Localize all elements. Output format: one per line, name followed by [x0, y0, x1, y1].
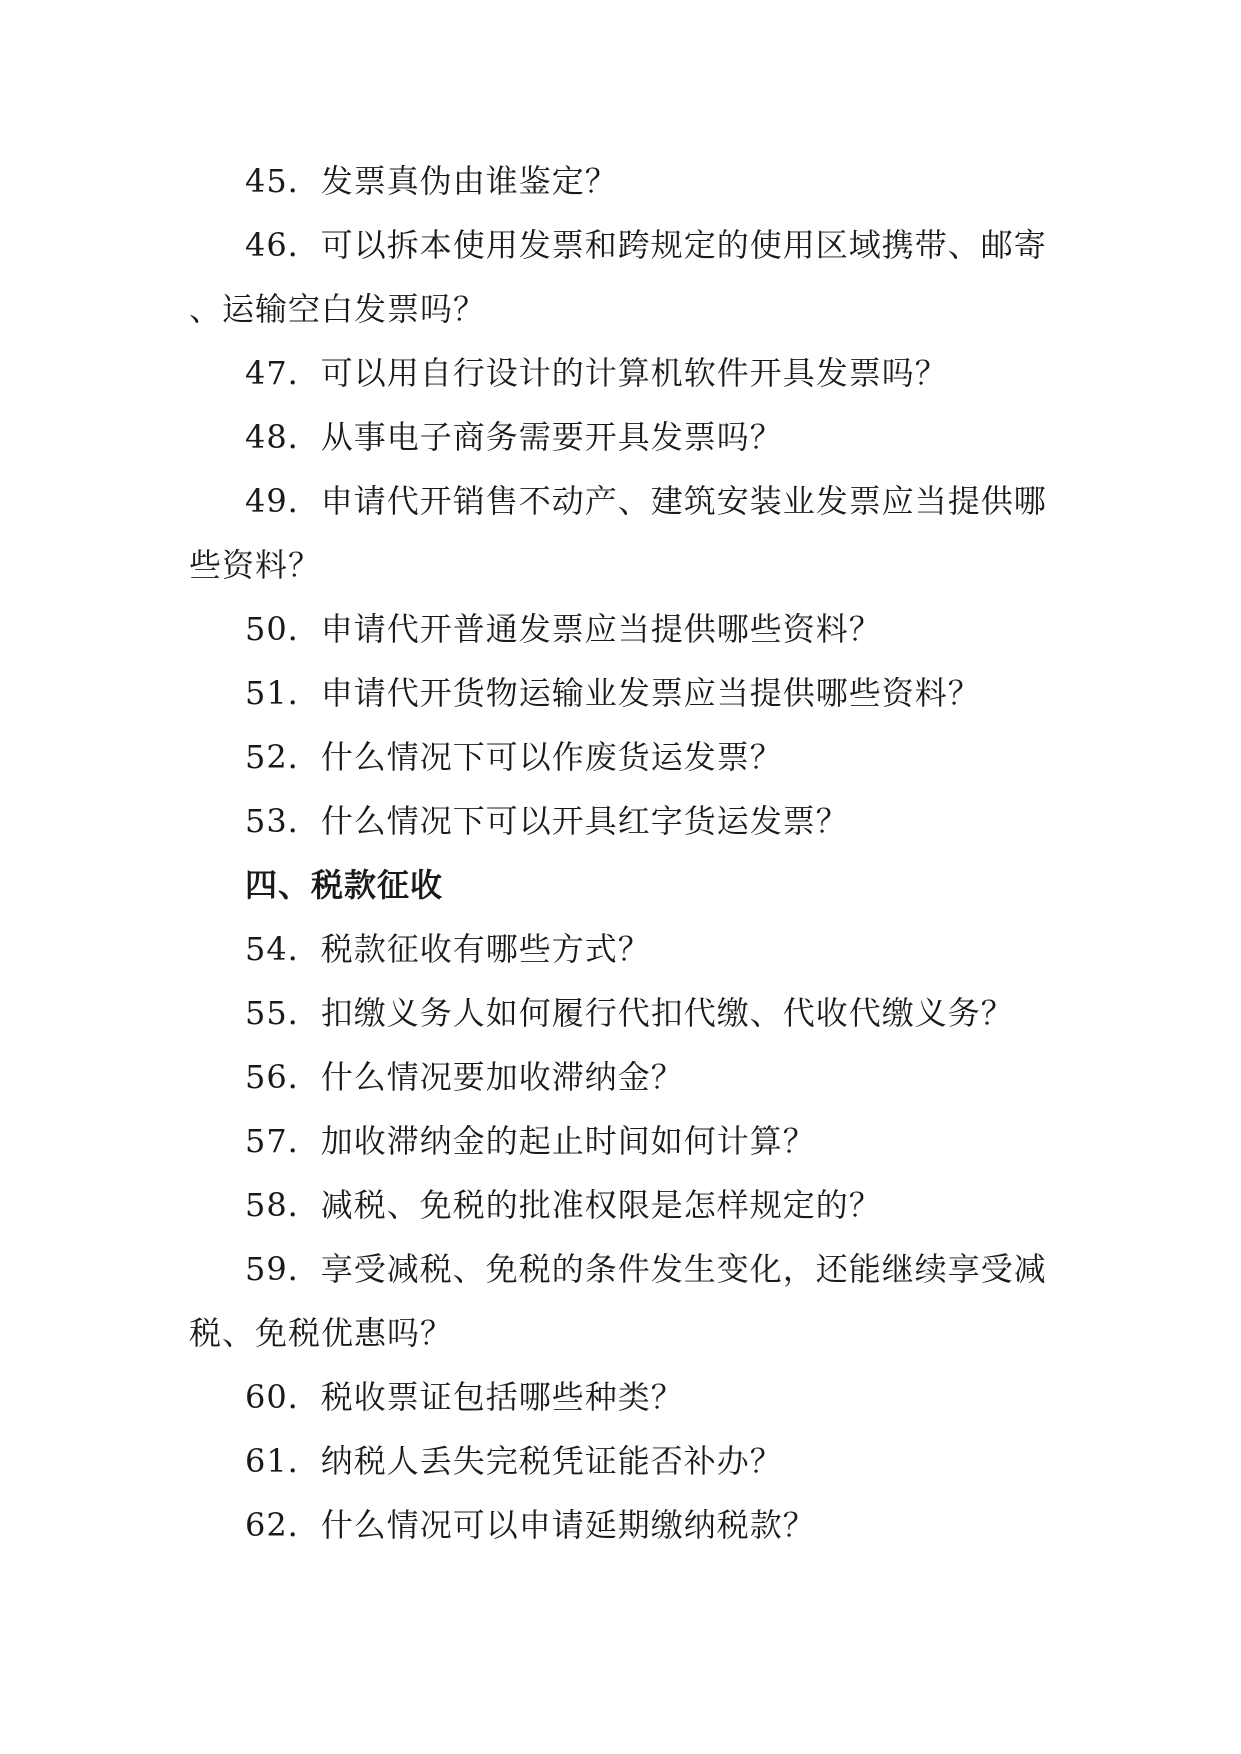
document-page: [189, 149, 1049, 1557]
question-56: 56．什么情况要加收滞纳金？: [245, 1058, 684, 1096]
question-60: 60．税收票证包括哪些种类？: [245, 1378, 684, 1416]
question-51: 51．申请代开货物运输业发票应当提供哪些资料？: [245, 674, 981, 712]
question-48: 48．从事电子商务需要开具发票吗？: [245, 418, 783, 456]
question-58: 58．减税、免税的批准权限是怎样规定的？: [245, 1186, 882, 1224]
question-49-continued: 些资料？: [189, 546, 322, 584]
question-46-continued: 、运输空白发票吗？: [189, 290, 487, 328]
question-52: 52．什么情况下可以作废货运发票？: [245, 738, 783, 776]
question-55: 55．扣缴义务人如何履行代扣代缴、代收代缴义务？: [245, 994, 1014, 1032]
question-46: 46．可以拆本使用发票和跨规定的使用区域携带、邮寄: [245, 226, 1047, 264]
section-heading: 四、税款征收: [245, 866, 444, 904]
question-50: 50．申请代开普通发票应当提供哪些资料？: [245, 610, 882, 648]
question-53: 53．什么情况下可以开具红字货运发票？: [245, 802, 849, 840]
question-59-continued: 税、免税优惠吗？: [189, 1314, 454, 1352]
question-59: 59．享受减税、免税的条件发生变化，还能继续享受减: [245, 1250, 1047, 1288]
question-45: 45．发票真伪由谁鉴定？: [245, 162, 618, 200]
question-57: 57．加收滞纳金的起止时间如何计算？: [245, 1122, 816, 1160]
question-47: 47．可以用自行设计的计算机软件开具发票吗？: [245, 354, 948, 392]
question-49: 49．申请代开销售不动产、建筑安装业发票应当提供哪: [245, 482, 1047, 520]
question-61: 61．纳税人丢失完税凭证能否补办？: [245, 1442, 783, 1480]
question-54: 54．税款征收有哪些方式？: [245, 930, 651, 968]
question-62: 62．什么情况可以申请延期缴纳税款？: [245, 1506, 816, 1544]
